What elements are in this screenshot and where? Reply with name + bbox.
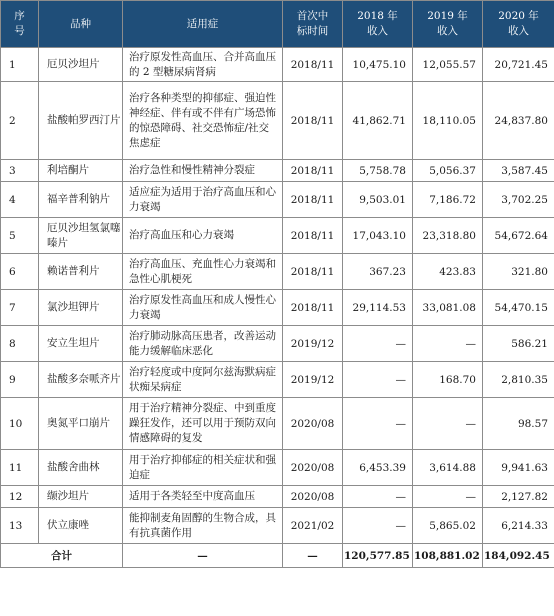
row-revenue-2020: 54,470.15: [483, 290, 554, 326]
row-first-bid: 2019/12: [283, 326, 343, 362]
row-revenue-2018: —: [343, 486, 413, 508]
row-revenue-2020: 3,702.25: [483, 182, 554, 218]
table-row: [1, 486, 554, 508]
row-first-bid: 2018/11: [283, 82, 343, 160]
header-first-bid: 首次中 标时间: [283, 1, 343, 48]
row-indication: 治疗肺动脉高压患者，改善运动能力缓解临床恶化: [123, 326, 283, 362]
row-first-bid: 2018/11: [283, 254, 343, 290]
row-revenue-2018: 10,475.10: [343, 48, 413, 82]
header-row: [1, 1, 554, 48]
row-variety: 利培酮片: [39, 160, 123, 182]
row-variety: 赖诺普利片: [39, 254, 123, 290]
row-index: 5: [1, 218, 39, 254]
row-indication: 治疗急性和慢性精神分裂症: [123, 160, 283, 182]
table-row: [1, 254, 554, 290]
row-indication: 治疗原发性高血压、合并高血压的 2 型糖尿病肾病: [123, 48, 283, 82]
row-first-bid: 2018/11: [283, 290, 343, 326]
row-revenue-2020: 20,721.45: [483, 48, 554, 82]
row-revenue-2019: 5,056.37: [413, 160, 483, 182]
row-index: 3: [1, 160, 39, 182]
row-revenue-2018: 6,453.39: [343, 450, 413, 486]
row-revenue-2020: 2,810.35: [483, 362, 554, 398]
row-revenue-2020: 2,127.82: [483, 486, 554, 508]
table-row: [1, 82, 554, 160]
row-revenue-2020: 3,587.45: [483, 160, 554, 182]
row-revenue-2019: 423.83: [413, 254, 483, 290]
row-indication: 能抑制麦角固醇的生物合成，具有抗真菌作用: [123, 508, 283, 544]
row-first-bid: 2018/11: [283, 218, 343, 254]
row-first-bid: 2018/11: [283, 160, 343, 182]
row-revenue-2019: 33,081.08: [413, 290, 483, 326]
row-index: 4: [1, 182, 39, 218]
row-variety: 盐酸多奈哌齐片: [39, 362, 123, 398]
total-2020: 184,092.45: [483, 544, 554, 568]
row-index: 2: [1, 82, 39, 160]
row-revenue-2018: —: [343, 326, 413, 362]
table-row: [1, 362, 554, 398]
row-indication: 适用于各类轻至中度高血压: [123, 486, 283, 508]
row-first-bid: 2018/11: [283, 48, 343, 82]
row-revenue-2020: 9,941.63: [483, 450, 554, 486]
table-row: [1, 398, 554, 450]
row-revenue-2020: 6,214.33: [483, 508, 554, 544]
table-row: [1, 218, 554, 254]
row-variety: 氯沙坦钾片: [39, 290, 123, 326]
row-revenue-2018: —: [343, 508, 413, 544]
header-2019: 2019 年 收入: [413, 1, 483, 48]
row-revenue-2020: 586.21: [483, 326, 554, 362]
row-indication: 用于治疗精神分裂症、中到重度躁狂发作，还可以用于预防双向情感障碍的复发: [123, 398, 283, 450]
row-variety: 厄贝沙坦氢氯噻嗪片: [39, 218, 123, 254]
row-first-bid: 2018/11: [283, 182, 343, 218]
row-first-bid: 2021/02: [283, 508, 343, 544]
row-indication: 治疗高血压和心力衰竭: [123, 218, 283, 254]
header-variety: 品种: [39, 1, 123, 48]
row-revenue-2018: —: [343, 362, 413, 398]
table-row: [1, 450, 554, 486]
total-indication: —: [123, 544, 283, 568]
row-variety: 厄贝沙坦片: [39, 48, 123, 82]
row-revenue-2019: —: [413, 326, 483, 362]
row-variety: 安立生坦片: [39, 326, 123, 362]
row-revenue-2018: 9,503.01: [343, 182, 413, 218]
header-indication: 适用症: [123, 1, 283, 48]
row-index: 8: [1, 326, 39, 362]
table-row: [1, 326, 554, 362]
row-revenue-2018: 17,043.10: [343, 218, 413, 254]
row-index: 12: [1, 486, 39, 508]
row-index: 13: [1, 508, 39, 544]
row-first-bid: 2020/08: [283, 398, 343, 450]
row-revenue-2020: 24,837.80: [483, 82, 554, 160]
header-2018: 2018 年 收入: [343, 1, 413, 48]
row-variety: 奥氮平口崩片: [39, 398, 123, 450]
row-revenue-2018: 41,862.71: [343, 82, 413, 160]
row-revenue-2019: 168.70: [413, 362, 483, 398]
row-indication: 治疗轻度或中度阿尔兹海默病症状痴呆病症: [123, 362, 283, 398]
row-revenue-2019: 3,614.88: [413, 450, 483, 486]
row-revenue-2018: 5,758.78: [343, 160, 413, 182]
row-revenue-2018: —: [343, 398, 413, 450]
row-index: 10: [1, 398, 39, 450]
row-revenue-2020: 321.80: [483, 254, 554, 290]
total-row: [1, 544, 554, 568]
row-first-bid: 2019/12: [283, 362, 343, 398]
row-revenue-2018: 367.23: [343, 254, 413, 290]
row-revenue-2019: —: [413, 486, 483, 508]
row-variety: 伏立康唑: [39, 508, 123, 544]
row-variety: 缬沙坦片: [39, 486, 123, 508]
row-revenue-2019: 23,318.80: [413, 218, 483, 254]
row-index: 11: [1, 450, 39, 486]
row-indication: 治疗原发性高血压和成人慢性心力衰竭: [123, 290, 283, 326]
row-index: 9: [1, 362, 39, 398]
total-2019: 108,881.02: [413, 544, 483, 568]
row-variety: 盐酸帕罗西汀片: [39, 82, 123, 160]
row-variety: 盐酸舍曲林: [39, 450, 123, 486]
row-first-bid: 2020/08: [283, 486, 343, 508]
table-row: [1, 182, 554, 218]
row-index: 6: [1, 254, 39, 290]
row-revenue-2020: 98.57: [483, 398, 554, 450]
total-2018: 120,577.85: [343, 544, 413, 568]
row-revenue-2019: 12,055.57: [413, 48, 483, 82]
table-row: [1, 160, 554, 182]
row-revenue-2019: 18,110.05: [413, 82, 483, 160]
row-revenue-2019: 7,186.72: [413, 182, 483, 218]
row-revenue-2018: 29,114.53: [343, 290, 413, 326]
table-row: [1, 290, 554, 326]
row-indication: 治疗各种类型的抑郁症、强迫性神经症、伴有或不伴有广场恐怖的惊恐障碍、社交恐怖症/社交焦虑症: [123, 82, 283, 160]
row-index: 7: [1, 290, 39, 326]
row-variety: 福辛普利钠片: [39, 182, 123, 218]
total-date: —: [283, 544, 343, 568]
header-2020: 2020 年 收入: [483, 1, 554, 48]
table-body: [1, 48, 554, 544]
table-row: [1, 508, 554, 544]
header-index: 序 号: [1, 1, 39, 48]
total-label: 合计: [1, 544, 123, 568]
row-first-bid: 2020/08: [283, 450, 343, 486]
row-revenue-2019: —: [413, 398, 483, 450]
table-row: [1, 48, 554, 82]
row-indication: 用于治疗抑郁症的相关症状和强迫症: [123, 450, 283, 486]
row-revenue-2020: 54,672.64: [483, 218, 554, 254]
row-indication: 适应症为适用于治疗高血压和心力衰竭: [123, 182, 283, 218]
row-revenue-2019: 5,865.02: [413, 508, 483, 544]
row-indication: 治疗高血压、充血性心力衰竭和急性心肌梗死: [123, 254, 283, 290]
row-index: 1: [1, 48, 39, 82]
